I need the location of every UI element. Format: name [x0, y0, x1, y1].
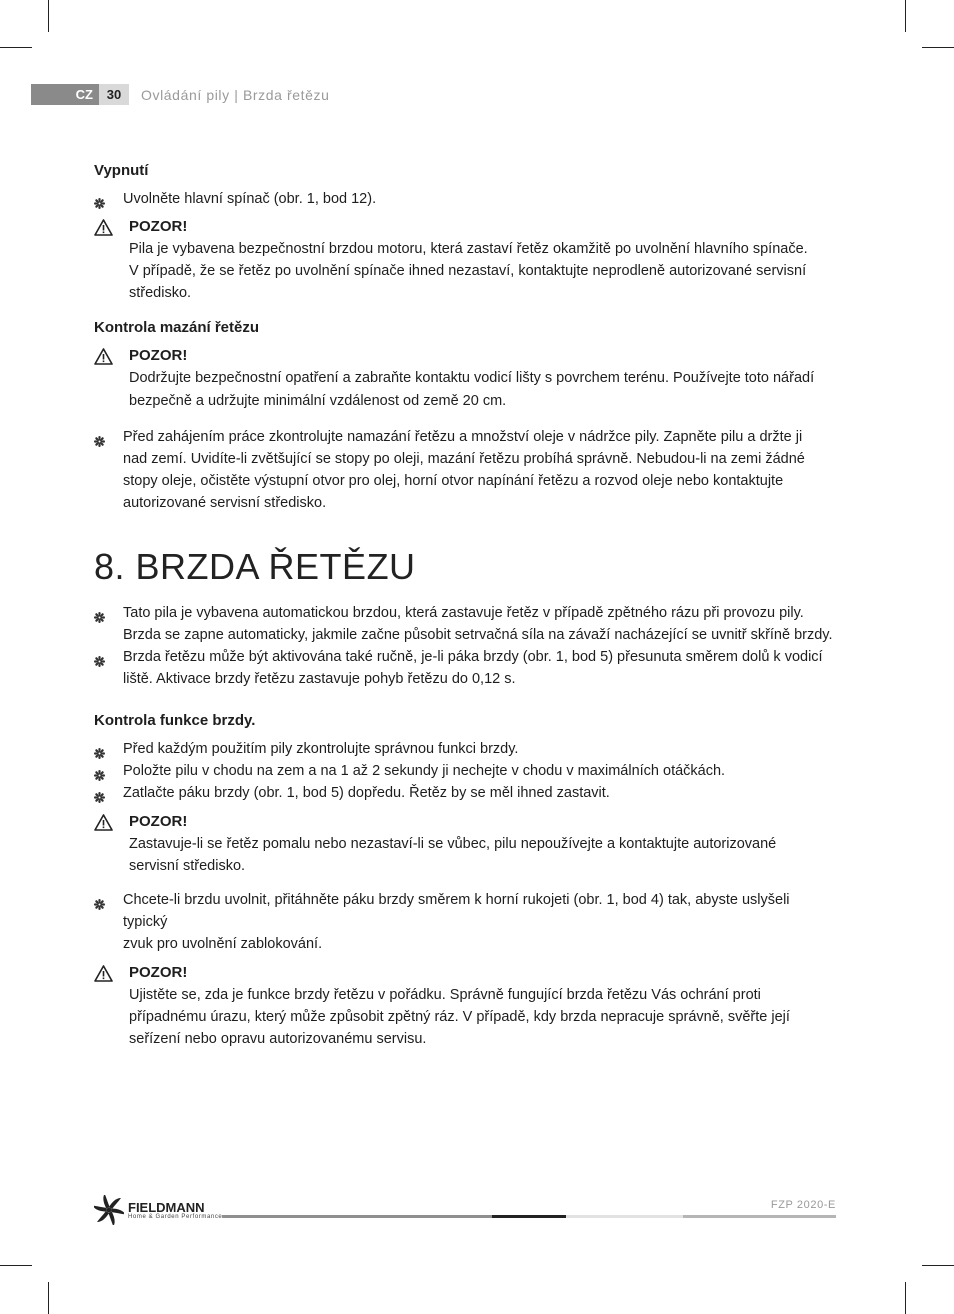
flower-bullet-icon — [94, 652, 105, 663]
warning-line: V případě, že se řetěz po uvolnění spínače ihned nezastaví, kontaktujte neprodleně autorizované servisní — [129, 263, 807, 279]
brand-tagline: Home & Garden Performance — [128, 1213, 223, 1220]
warning-block — [94, 216, 834, 304]
warning-title: POZOR! — [129, 347, 188, 364]
flower-bullet-icon — [94, 744, 105, 755]
crop-mark — [0, 47, 32, 48]
bullet-list — [94, 738, 834, 804]
warning-line: Pila je vybavena bezpečnostní brzdou motoru, která zastaví řetěz okamžitě po uvolnění hlavního spínače. — [129, 241, 808, 257]
warning-line: Ujistěte se, zda je funkce brzdy řetězu v pořádku. Správně fungující brzda řetězu Vás ochrání proti — [129, 987, 761, 1003]
model-code: FZP 2020-E — [770, 1199, 836, 1211]
warning-line: bezpečně a udržujte minimální vzdálenost od země 20 cm. — [129, 393, 507, 409]
warning-title: POZOR! — [129, 218, 188, 235]
footer-bar-segment — [222, 1215, 492, 1218]
list-item: Položte pilu v chodu na zem a na 1 až 2 sekundy ji nechejte v chodu v maximálních otáčkách. — [94, 760, 834, 782]
section-heading: 8. BRZDA ŘETĚZU — [94, 546, 416, 587]
brand-logo — [94, 1195, 222, 1225]
footer-bar-segment — [492, 1215, 566, 1218]
bullet-list — [94, 188, 834, 210]
page-content — [94, 160, 834, 1050]
bullet-list — [94, 426, 834, 514]
crop-mark — [48, 1282, 49, 1314]
subheading-mazani: Kontrola mazání řetězu — [94, 319, 260, 336]
warning-line: Dodržujte bezpečnostní opatření a zabraňte kontaktu vodicí lišty s povrchem terénu. Používejte toto nářadí — [129, 370, 815, 386]
warning-title: POZOR! — [129, 964, 188, 981]
warning-triangle-icon — [94, 348, 113, 365]
crop-mark — [0, 1265, 32, 1266]
footer-bar-segment — [566, 1215, 683, 1218]
warning-block — [94, 962, 834, 1050]
page-header — [31, 84, 330, 105]
warning-line: Zastavuje-li se řetěz pomalu nebo nezastaví-li se vůbec, pilu nepoužívejte a kontaktujte autorizované — [129, 836, 777, 852]
fan-logo-icon — [94, 1195, 124, 1225]
brand-name: FIELDMANN — [128, 1199, 205, 1215]
flower-bullet-icon — [94, 608, 105, 619]
warning-triangle-icon — [94, 814, 113, 831]
list-item: Brzda řetězu může být aktivována také ručně, je-li páka brzdy (obr. 1, bod 5) přesunuta směrem dolů k vodicí liště. Aktivace brzdy řetězu zastavuje pohyb řetězu do 0,12 s. — [94, 646, 834, 690]
footer-bar-segment — [683, 1215, 836, 1218]
warning-line: seřízení nebo opravu autorizovanému servisu. — [129, 1031, 427, 1047]
list-item: Před zahájením práce zkontrolujte namazání řetězu a množství oleje v nádržce pily. Zapněte pilu a držte ji nad zemí. Uvidíte-li zvětšující se stopy po oleji, mazání řetězu probíhá správně. Nebudou-li na zemi žádné stopy oleje, očistěte výstupní otvor pro olej, horní otvor napínání řetězu a rozvod oleje nebo kontaktujte autorizované servisní středisko. — [94, 426, 834, 514]
warning-line: servisní středisko. — [129, 858, 246, 874]
list-item: Uvolněte hlavní spínač (obr. 1, bod 12). — [94, 188, 834, 210]
list-item: Zatlačte páku brzdy (obr. 1, bod 5) dopředu. Řetěz by se měl ihned zastavit. — [94, 782, 834, 804]
bullet-list — [94, 602, 834, 690]
page-number: 30 — [99, 84, 129, 105]
warning-block — [94, 345, 834, 412]
language-label: CZ — [31, 84, 99, 105]
warning-triangle-icon — [94, 219, 113, 236]
flower-bullet-icon — [94, 766, 105, 777]
crop-mark — [922, 1265, 954, 1266]
running-title: Ovládání pily | Brzda řetězu — [141, 86, 330, 103]
warning-line: středisko. — [129, 285, 192, 301]
flower-bullet-icon — [94, 895, 105, 906]
crop-mark — [905, 1282, 906, 1314]
crop-mark — [48, 0, 49, 32]
crop-mark — [922, 47, 954, 48]
subheading-vypnuti: Vypnutí — [94, 162, 149, 179]
bullet-list — [94, 889, 834, 955]
list-item: Tato pila je vybavena automatickou brzdou, která zastavuje řetěz v případě zpětného rázu při provozu pily. Brzda se zapne automaticky, jakmile začne působit setrvačná síla na závaží nacházející se uvnitř skříně brzdy. — [94, 602, 834, 646]
warning-triangle-icon — [94, 965, 113, 982]
list-item: Chcete-li brzdu uvolnit, přitáhněte páku brzdy směrem k horní rukojeti (obr. 1, bod 4) tak, abyste uslyšeli typický zvuk pro uvolnění zablokování. — [94, 889, 834, 955]
warning-block — [94, 811, 834, 877]
flower-bullet-icon — [94, 432, 105, 443]
warning-title: POZOR! — [129, 813, 188, 830]
crop-mark — [905, 0, 906, 32]
warning-line: případnému úrazu, který může způsobit zpětný ráz. V případě, kdy brzda nepracuje správně, svěřte její — [129, 1009, 790, 1025]
subheading-funkce: Kontrola funkce brzdy. — [94, 712, 256, 729]
list-item: Před každým použitím pily zkontrolujte správnou funkci brzdy. — [94, 738, 834, 760]
flower-bullet-icon — [94, 194, 105, 205]
flower-bullet-icon — [94, 788, 105, 799]
